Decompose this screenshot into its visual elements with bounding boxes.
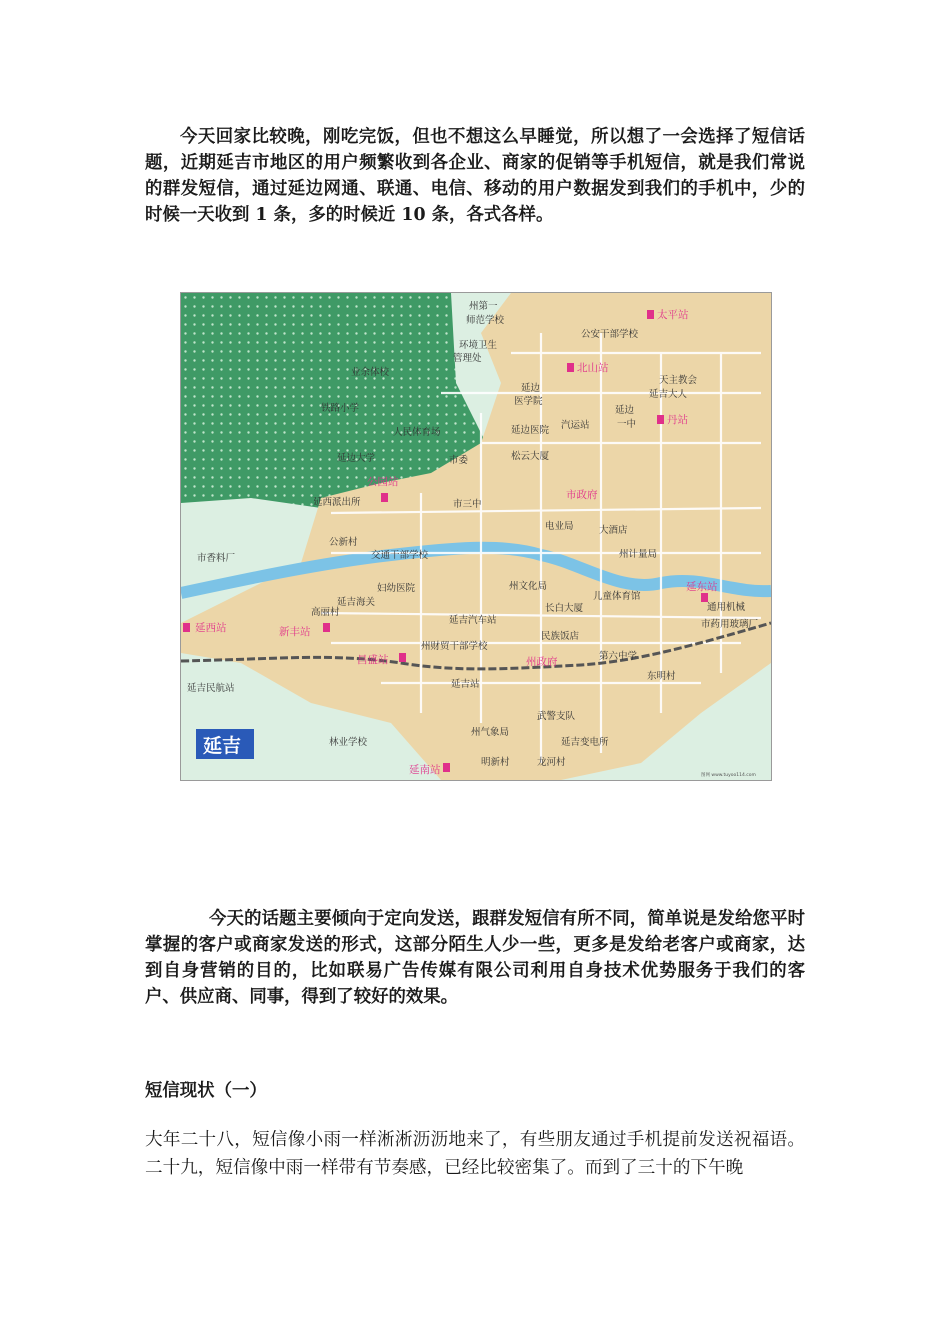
map-label: 松云大厦 bbox=[511, 451, 550, 462]
map-label: 医学院 bbox=[514, 396, 543, 407]
map-label: 延吉站 bbox=[451, 679, 480, 690]
map-label: 明新村 bbox=[481, 757, 510, 768]
map-label: 汽运站 bbox=[561, 420, 590, 431]
map-label: 延南站 bbox=[409, 764, 441, 776]
map-label: 延边 bbox=[615, 405, 635, 416]
yanji-city-map bbox=[180, 292, 772, 781]
map-label: 东明村 bbox=[647, 671, 676, 682]
map-label: 延吉民航站 bbox=[187, 683, 235, 694]
map-label: 延吉大人 bbox=[649, 389, 688, 400]
topic-paragraph: 今天的话题主要倾向于定向发送，跟群发短信有所不同，简单说是发给您平时掌握的客户或商家发送的形式，这部分陌生人少一些，更多是发给老客户或商家，达到自身营销的目的，比如联易广告传媒有限公司利用自身技术优势服务于我们的客户、供应商、同事，得到了较好的效果。 bbox=[145, 909, 805, 1007]
map-label: 延吉汽车站 bbox=[449, 615, 497, 626]
map-label: 市香料厂 bbox=[197, 553, 236, 564]
map-label: 延西派出所 bbox=[313, 497, 361, 508]
map-label: 市药用玻璃厂 bbox=[701, 619, 759, 630]
map-label: 环境卫生 bbox=[459, 340, 498, 351]
map-label: 电业局 bbox=[545, 521, 574, 532]
map-label: 妇幼医院 bbox=[377, 583, 416, 594]
intro-paragraph: 今天回家比较晚，刚吃完饭，但也不想这么早睡觉，所以想了一会选择了短信话题，近期延吉市地区的用户频繁收到各企业、商家的促销等手机短信，就是我们常说的群发短信，通过延边网通、联通、电信、移动的用户数据发到我们的手机中，少的时候一天收到 1 条，多的时候近 10 条，各式各样。 bbox=[145, 127, 805, 225]
map-label: 师范学校 bbox=[466, 315, 505, 326]
map-label: 业余体校 bbox=[351, 367, 390, 378]
map-label: 州气象局 bbox=[471, 727, 510, 738]
map-label: 公园站 bbox=[367, 476, 399, 488]
map-label: 公安干部学校 bbox=[581, 329, 639, 340]
map-label: 州计量局 bbox=[619, 549, 658, 560]
section-heading: 短信现状（一） bbox=[145, 1081, 267, 1101]
map-label: 州政府 bbox=[526, 656, 558, 668]
map-label: 延边医院 bbox=[511, 425, 550, 436]
map-label: 交通干部学校 bbox=[371, 550, 429, 561]
map-label: 昌盛站 bbox=[357, 654, 389, 666]
map-label: 州文化局 bbox=[509, 581, 548, 592]
map-credit: 图网 www.tuyoo114.com bbox=[701, 773, 756, 778]
map-label: 延边 bbox=[521, 383, 541, 394]
map-label: 长白大厦 bbox=[545, 603, 584, 614]
map-label: 儿童体育馆 bbox=[593, 591, 641, 602]
map-label: 大酒店 bbox=[599, 525, 628, 536]
map-title: 延吉 bbox=[203, 735, 242, 757]
map-label: 州第一 bbox=[469, 301, 498, 312]
map-label: 延吉海关 bbox=[337, 597, 376, 608]
map-label: 第六中学 bbox=[599, 651, 638, 662]
map-label: 高丽村 bbox=[311, 607, 340, 618]
map-label: 太平站 bbox=[657, 309, 689, 321]
map-label: 新丰站 bbox=[279, 626, 311, 638]
map-label: 丹站 bbox=[667, 414, 688, 426]
section-paragraph: 大年二十八，短信像小雨一样淅淅沥沥地来了，有些朋友通过手机提前发送祝福语。二十九，短信像中雨一样带有节奏感，已经比较密集了。而到了三十的下午晚 bbox=[145, 1130, 805, 1178]
map-label: 州财贸干部学校 bbox=[421, 641, 488, 652]
map-label: 林业学校 bbox=[329, 737, 368, 748]
map-label: 市委 bbox=[449, 455, 469, 466]
map-label: 龙河村 bbox=[537, 757, 566, 768]
map-label: 延西站 bbox=[195, 622, 227, 634]
map-label: 管理处 bbox=[453, 353, 482, 364]
map-label: 公新村 bbox=[329, 537, 358, 548]
map-label: 武警支队 bbox=[537, 711, 576, 722]
map-label: 人民体育场 bbox=[393, 427, 441, 438]
map-label: 延边大学 bbox=[337, 453, 376, 464]
map-label: 延吉变电所 bbox=[561, 737, 609, 748]
map-label: 市政府 bbox=[566, 489, 598, 501]
map-label: 延东站 bbox=[686, 581, 718, 593]
map-label: 一中 bbox=[617, 419, 637, 430]
map-label: 天主教会 bbox=[659, 375, 698, 386]
map-label: 铁路小学 bbox=[321, 403, 360, 414]
map-label: 民族饭店 bbox=[541, 631, 580, 642]
map-label: 市三中 bbox=[453, 499, 482, 510]
map-label: 北山站 bbox=[577, 362, 609, 374]
map-label: 通用机械 bbox=[707, 602, 746, 613]
